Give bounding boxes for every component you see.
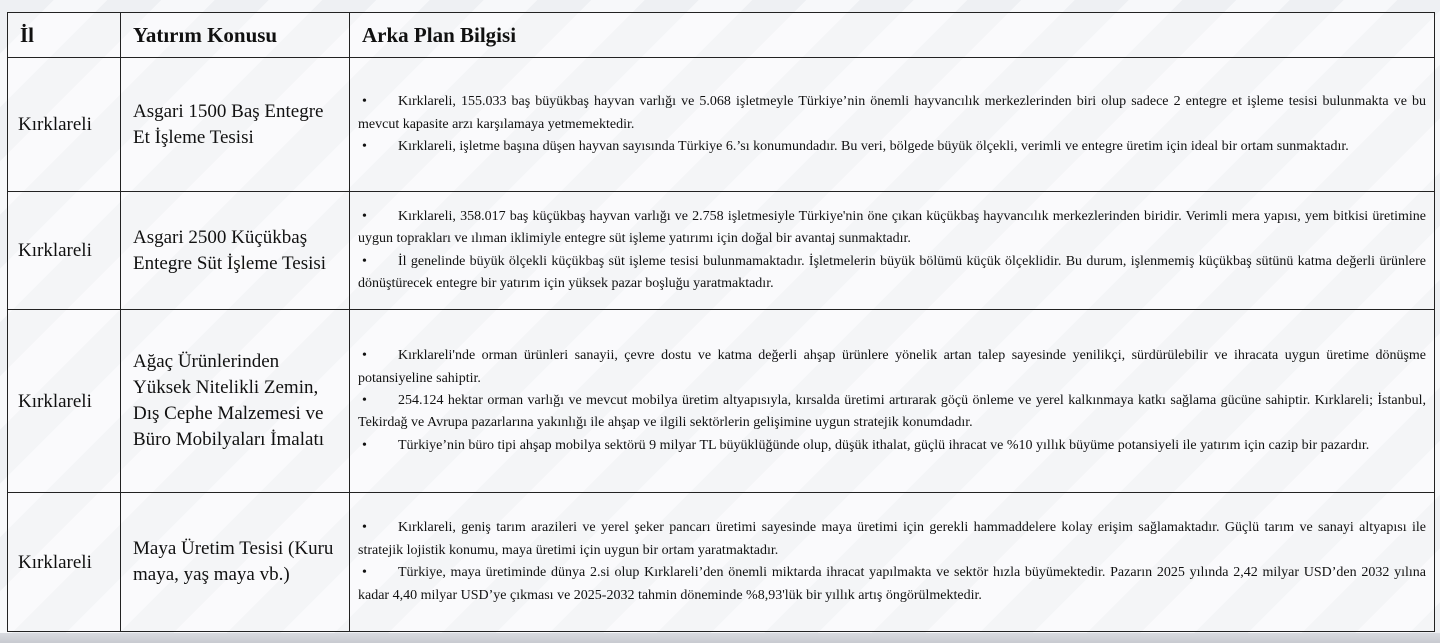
point-text: Kırklareli, 155.033 baş büyükbaş hayvan varlığı ve 5.068 işletmeyle Türkiye’nin önemli hayvancılık merkezlerinden biri olup sadece 2 entegre et işleme tesisi bulunmakta ve bu mevcut kapasite arzı karşılamaya yetmemektedir. <box>358 94 1426 132</box>
topic-cell: Ağaç Ürünlerinden Yüksek Nitelikli Zemin, Dış Cephe Malzemesi ve Büro Mobilyaları İmalatı <box>121 309 350 493</box>
background-list <box>358 91 1426 158</box>
point-text: Kırklareli, geniş tarım arazileri ve yerel şeker pancarı üretimi sayesinde maya üretimi için gerekli hammaddelere kolay erişim sağlamaktadır. Güçlü tarım ve sanayi altyapısı ile stratejik lojistik konumu, maya üretimi için uygun bir ortam yaratmaktadır. <box>358 520 1426 558</box>
point-text: Kırklareli, 358.017 baş küçükbaş hayvan varlığı ve 2.758 işletmesiyle Türkiye'nin öne çıkan küçükbaş hayvancılık merkezlerinden biridir. Verimli mera yapısı, yem bitkisi üretimine uygun toprakları ve ılıman iklimiyle entegre süt işleme yatırımı için doğal bir avantaj sunmaktadır. <box>358 208 1426 247</box>
header-background: Arka Plan Bilgisi <box>350 13 1435 58</box>
background-cell <box>350 309 1435 493</box>
list-item <box>358 206 1426 251</box>
header-topic: Yatırım Konusu <box>121 13 350 58</box>
background-list <box>358 345 1426 457</box>
background-cell <box>350 493 1435 632</box>
point-text: İl genelinde büyük ölçekli küçükbaş süt işleme tesisi bulunmamaktadır. İşletmelerin büyük bölümü küçük ölçeklidir. Bu durum, işlenmemiş küçükbaş sütünü katma değerli ürünlere dönüştürecek entegre bir yatırım için yüksek pazar boşluğu yaratmaktadır. <box>358 253 1426 292</box>
background-list <box>358 206 1426 296</box>
list-item <box>358 517 1426 562</box>
topic-cell: Maya Üretim Tesisi (Kuru maya, yaş maya vb.) <box>121 493 350 632</box>
table-row <box>8 58 1435 192</box>
table-row <box>8 309 1435 493</box>
point-text: Türkiye’nin büro tipi ahşap mobilya sektörü 9 milyar TL büyüklüğünde olup, düşük ithalat, güçlü ihracat ve %10 yıllık büyüme potansiyeli ile yatırım için cazip bir pazardır. <box>398 437 1370 453</box>
list-item <box>358 345 1426 390</box>
point-text: 254.124 hektar orman varlığı ve mevcut mobilya üretim altyapısıyla, kırsalda üretimi artırarak göçü önleme ve yerel kalkınmaya katkı sağlama gücüne sahiptir. Kırklareli; İstanbul, Tekirdağ ve Avrupa pazarlarına yakınlığı ile ahşap ve ilgili sektörlerin gelişimine uygun stratejik konumdadır. <box>358 392 1426 431</box>
il-cell: Kırklareli <box>8 493 121 632</box>
bullet-icon: • <box>362 437 367 453</box>
investment-table <box>7 12 1435 632</box>
list-item <box>358 251 1426 296</box>
list-item <box>358 136 1426 158</box>
table-row <box>8 493 1435 632</box>
bullet-icon: • <box>362 520 367 536</box>
background-list <box>358 517 1426 607</box>
list-item <box>358 91 1426 136</box>
bullet-icon: • <box>362 253 367 269</box>
bullet-icon: • <box>362 208 367 224</box>
investment-table-container <box>7 12 1435 632</box>
bullet-icon: • <box>362 138 367 154</box>
bullet-icon: • <box>362 565 367 581</box>
il-cell: Kırklareli <box>8 309 121 493</box>
table-row <box>8 192 1435 309</box>
point-text: Kırklareli'nde orman ürünleri sanayii, çevre dostu ve katma değerli ahşap ürünlere yönelik artan talep sayesinde yenilikçi, sürdürülebilir ve ihracata uygun üretime dönüşme potansiyeline sahiptir. <box>358 348 1426 386</box>
background-cell <box>350 192 1435 309</box>
il-cell: Kırklareli <box>8 192 121 309</box>
point-text: Kırklareli, işletme başına düşen hayvan sayısında Türkiye 6.’sı konumundadır. Bu veri, bölgede büyük ölçekli, verimli ve entegre üretim için ideal bir ortam sunmaktadır. <box>398 138 1349 154</box>
header-il: İl <box>8 13 121 58</box>
bottom-divider <box>0 633 1440 643</box>
point-text: Türkiye, maya üretiminde dünya 2.si olup Kırklareli’den önemli miktarda ihracat yapılmakta ve sektör hızla büyümektedir. Pazarın 2025 yılında 2,42 milyar USD’den 2032 yılına kadar 4,40 milyar USD’ye çıkması ve 2025-2032 tahmin döneminde %8,93'lük bir yıllık artış öngörülmektedir. <box>358 565 1426 603</box>
il-cell: Kırklareli <box>8 58 121 192</box>
topic-cell: Asgari 2500 Küçükbaş Entegre Süt İşleme Tesisi <box>121 192 350 309</box>
table-header-row <box>8 13 1435 58</box>
background-cell <box>350 58 1435 192</box>
list-item <box>358 562 1426 607</box>
list-item <box>358 435 1426 457</box>
list-item <box>358 390 1426 435</box>
bullet-icon: • <box>362 348 367 364</box>
bullet-icon: • <box>362 94 367 110</box>
bullet-icon: • <box>362 392 367 408</box>
topic-cell: Asgari 1500 Baş Entegre Et İşleme Tesisi <box>121 58 350 192</box>
